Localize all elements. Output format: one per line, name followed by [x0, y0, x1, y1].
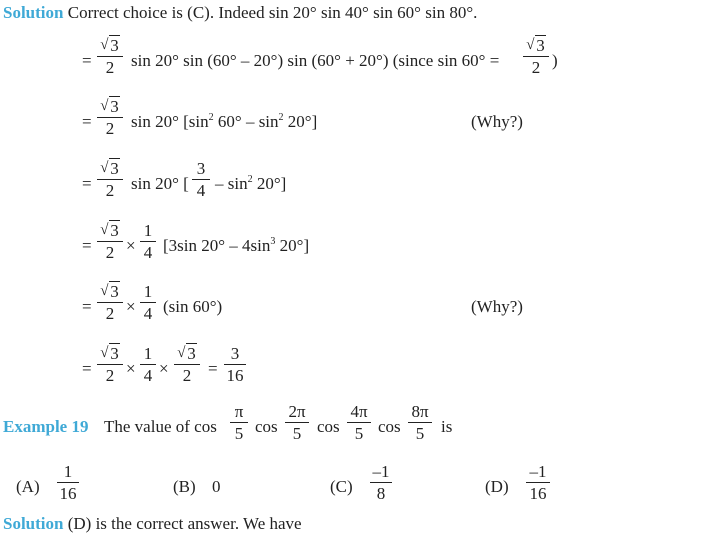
times-sign: × [159, 359, 169, 378]
option-b-value: 0 [212, 477, 221, 496]
step-2-expression: sin 20° [$\sin^2$ $60^\circ - \sin^2 20^\circ$] [131, 112, 318, 131]
option-b-label: (B) [173, 477, 196, 496]
solution-label: Solution [3, 514, 64, 533]
fraction-2pi-over-5: 2π 5 [285, 402, 309, 445]
fraction-pi-over-5: π 5 [230, 402, 248, 445]
solution-line [3, 3, 477, 23]
solution-text: Correct choice is (C). Indeed sin 20° sin 40° sin 60° sin 80°. [67, 3, 478, 22]
option-c-label: (C) [330, 477, 353, 496]
times-sign: × [126, 236, 136, 255]
fraction-3-over-16: 3 16 [224, 344, 246, 387]
example-19 [0, 402, 714, 452]
fraction-4pi-over-5: 4π 5 [347, 402, 371, 445]
step-5 [0, 282, 714, 332]
step-5-expression: (sin 60°) [163, 297, 223, 316]
fraction-sqrt3-over-2-inline: √ 3 2 [523, 36, 549, 79]
fraction-sqrt3-over-2: √ 3 2 [97, 97, 123, 140]
is-label: is [441, 417, 453, 436]
equals-sign: = [82, 297, 92, 316]
step-1-expression: sin 20° sin (60° – 20°) sin (60° + 20°) (since sin 60° = [131, 51, 500, 70]
fraction-8pi-over-5: 8π 5 [408, 402, 432, 445]
closing-paren: ) [552, 51, 558, 70]
solution-line-2 [3, 514, 302, 534]
equals-sign: = [82, 174, 92, 193]
step-2 [0, 97, 714, 147]
options-row [0, 462, 714, 512]
step-1 [0, 36, 714, 86]
solution-label: Solution [3, 3, 64, 22]
times-sign: × [126, 359, 136, 378]
solution-text: (D) is the correct answer. We have [67, 514, 302, 533]
step-4 [0, 221, 714, 271]
fraction-sqrt3-over-2: √ 3 2 [97, 221, 123, 264]
fraction-1-over-4: 1 4 [140, 221, 156, 264]
option-d-fraction: –1 16 [526, 462, 550, 505]
example-label: Example 19 [3, 417, 89, 436]
fraction-sqrt3-over-2: √ 3 2 [97, 344, 123, 387]
step-4-expression: [3sin $20^\circ - 4\sin^3$ 20°] [163, 236, 310, 255]
option-d-label: (D) [485, 477, 509, 496]
why-note: (Why?) [471, 112, 523, 131]
fraction-1-over-4: 1 4 [140, 282, 156, 325]
fraction-sqrt3-over-2: √ 3 2 [174, 344, 200, 387]
step-6 [0, 344, 714, 394]
step-3-expression-close: – $\sin^2 20^\circ$] [215, 174, 287, 193]
cos-label: cos [255, 417, 278, 436]
fraction-sqrt3-over-2: √ 3 2 [97, 282, 123, 325]
times-sign: × [126, 297, 136, 316]
equals-sign: = [82, 112, 92, 131]
equals-sign: = [82, 236, 92, 255]
step-3 [0, 159, 714, 209]
fraction-sqrt3-over-2: √ 3 2 [97, 159, 123, 202]
equals-sign: = [82, 359, 92, 378]
fraction-3-over-4: 3 4 [192, 159, 210, 202]
fraction-sqrt3-over-2: √ 3 2 [97, 36, 123, 79]
cos-label: cos [378, 417, 401, 436]
equals-sign-2: = [208, 359, 218, 378]
fraction-1-over-4: 1 4 [140, 344, 156, 387]
equals-sign: = [82, 51, 92, 70]
option-c-fraction: –1 8 [370, 462, 392, 505]
cos-label: cos [317, 417, 340, 436]
example-text: The value of cos [104, 417, 217, 436]
option-a-label: (A) [16, 477, 40, 496]
option-a-fraction: 1 16 [57, 462, 79, 505]
why-note: (Why?) [471, 297, 523, 316]
step-3-expression-open: sin 20° [ [131, 174, 189, 193]
